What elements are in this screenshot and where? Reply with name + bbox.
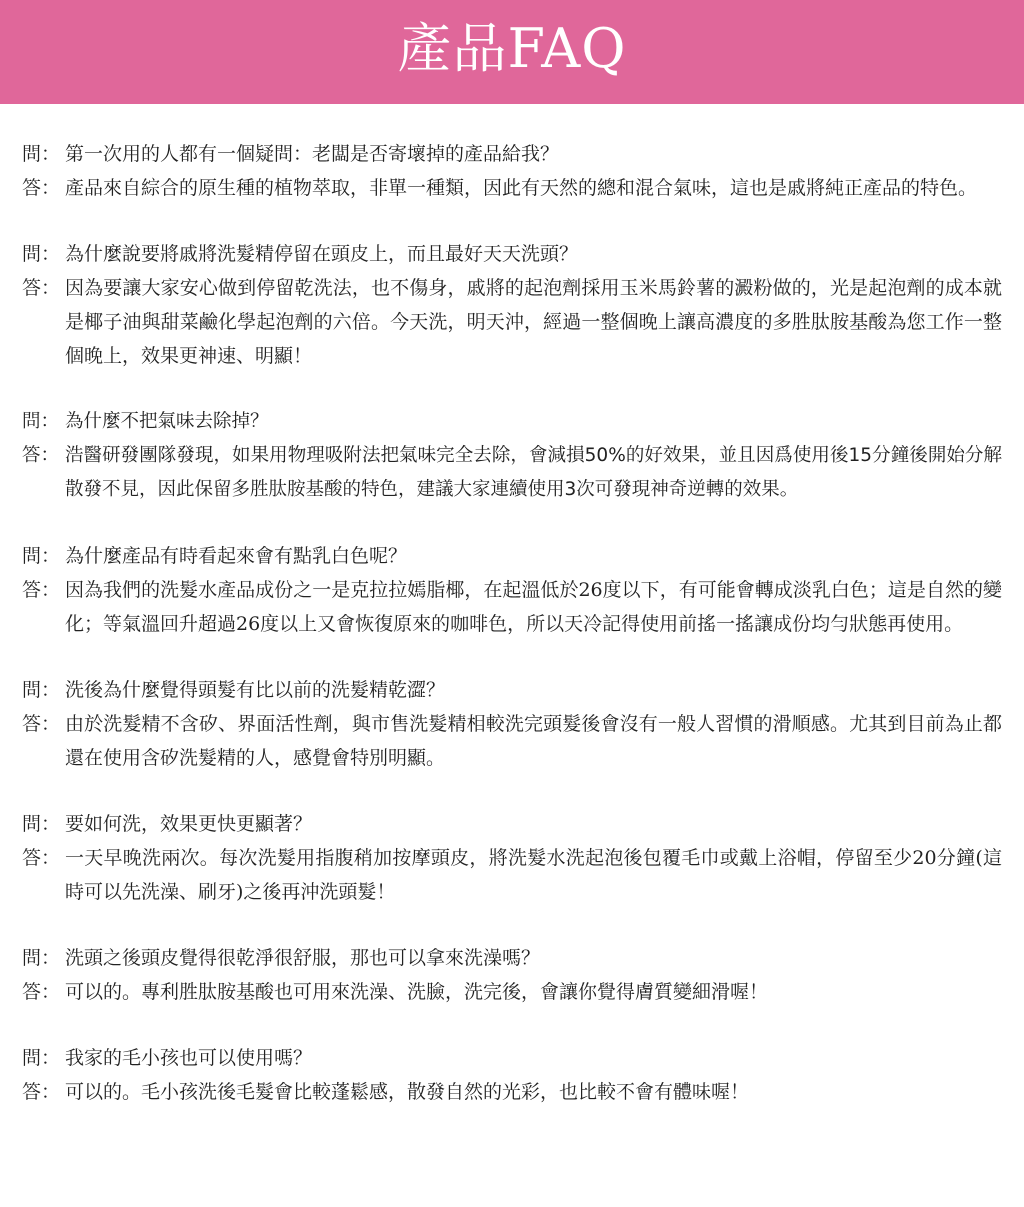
- question-prefix: 問：: [22, 243, 61, 265]
- answer-row: [22, 975, 1002, 1009]
- page-title: 產品FAQ: [397, 17, 627, 80]
- question-text: 為什麼不把氣味去除掉？: [65, 411, 269, 432]
- answer-row: [22, 841, 1002, 909]
- question-prefix: 問：: [22, 1047, 61, 1069]
- question-text: 我家的毛小孩也可以使用嗎？: [65, 1047, 313, 1069]
- faq-list: [22, 137, 1002, 1141]
- header-banner: [0, 0, 1024, 104]
- faq-item: [22, 137, 1002, 205]
- question-row: [22, 137, 1002, 171]
- question-text: 第一次用的人都有一個疑問：老闆是否寄壞掉的產品給我？: [65, 143, 560, 165]
- faq-item: [22, 1041, 1002, 1109]
- answer-prefix: 答：: [22, 1081, 61, 1103]
- answer-row: [22, 271, 1002, 373]
- answer-text: 因為我們的洗髮水產品成份之一是克拉拉嫣脂椰，在起溫低於26度以下，有可能會轉成淡乳白色；這是自然的變化；等氣溫回升超過26度以上又會恢復原來的咖啡色，所以天冷記得使用前搖一搖讓成份均勻狀態再使用。: [65, 579, 1002, 635]
- answer-row: [22, 171, 1002, 205]
- question-row: [22, 807, 1002, 841]
- question-prefix: 問：: [22, 679, 61, 701]
- answer-text: 由於洗髮精不含矽、界面活性劑，與市售洗髮精相較洗完頭髮後會沒有一般人習慣的滑順感。尤其到目前為止都還在使用含矽洗髮精的人，感覺會特別明顯。: [65, 713, 1002, 769]
- answer-prefix: 答：: [22, 445, 60, 466]
- question-prefix: 問：: [22, 411, 60, 432]
- question-text: 為什麼產品有時看起來會有點乳白色呢？: [65, 545, 408, 567]
- faq-item: [22, 405, 1002, 507]
- answer-prefix: 答：: [22, 981, 61, 1003]
- answer-prefix: 答：: [22, 847, 61, 869]
- question-row: [22, 1041, 1002, 1075]
- faq-item: [22, 237, 1002, 373]
- answer-prefix: 答：: [22, 177, 61, 199]
- answer-text: 可以的。專利胜肽胺基酸也可用來洗澡、洗臉，洗完後，會讓你覺得膚質變細滑喔！: [65, 981, 769, 1003]
- question-row: [22, 237, 1002, 271]
- faq-item: [22, 941, 1002, 1009]
- question-row: [22, 539, 1002, 573]
- question-prefix: 問：: [22, 813, 61, 835]
- question-text: 為什麼說要將戚將洗髮精停留在頭皮上，而且最好天天洗頭？: [65, 243, 579, 265]
- answer-prefix: 答：: [22, 277, 61, 299]
- question-row: [22, 405, 1002, 439]
- question-row: [22, 673, 1002, 707]
- answer-text: 浩醫研發團隊發現，如果用物理吸附法把氣味完全去除，會減損50%的好效果，並且因爲使用後15分鐘後開始分解散發不見，因此保留多胜肽胺基酸的特色，建議大家連續使用3次可發現神奇逆轉的效果。: [65, 445, 1002, 500]
- answer-text: 產品來自綜合的原生種的植物萃取，非單一種類，因此有天然的總和混合氣味，這也是戚將純正產品的特色。: [65, 177, 978, 199]
- question-row: [22, 941, 1002, 975]
- answer-row: [22, 573, 1002, 641]
- answer-prefix: 答：: [22, 713, 61, 735]
- question-prefix: 問：: [22, 947, 61, 969]
- faq-item: [22, 539, 1002, 641]
- faq-item: [22, 673, 1002, 775]
- answer-row: [22, 439, 1002, 507]
- question-prefix: 問：: [22, 143, 61, 165]
- answer-text: 一天早晚洗兩次。每次洗髮用指腹稍加按摩頭皮，將洗髮水洗起泡後包覆毛巾或戴上浴帽，停留至少20分鐘(這時可以先洗澡、刷牙)之後再沖洗頭髮！: [65, 847, 1002, 903]
- faq-item: [22, 807, 1002, 909]
- answer-text: 因為要讓大家安心做到停留乾洗法，也不傷身，戚將的起泡劑採用玉米馬鈴薯的澱粉做的，光是起泡劑的成本就是椰子油與甜菜鹼化學起泡劑的六倍。今天洗，明天沖，經過一整個晚上讓高濃度的多胜肽胺基酸為您工作一整個晚上，效果更神速、明顯！: [65, 277, 1002, 367]
- question-text: 洗頭之後頭皮覺得很乾淨很舒服，那也可以拿來洗澡嗎？: [65, 947, 541, 969]
- question-text: 洗後為什麼覺得頭髮有比以前的洗髮精乾澀？: [65, 679, 446, 701]
- answer-text: 可以的。毛小孩洗後毛髮會比較蓬鬆感，散發自然的光彩，也比較不會有體味喔！: [65, 1081, 750, 1103]
- question-text: 要如何洗，效果更快更顯著？: [65, 813, 313, 835]
- answer-prefix: 答：: [22, 579, 61, 601]
- answer-row: [22, 1075, 1002, 1109]
- question-prefix: 問：: [22, 545, 61, 567]
- answer-row: [22, 707, 1002, 775]
